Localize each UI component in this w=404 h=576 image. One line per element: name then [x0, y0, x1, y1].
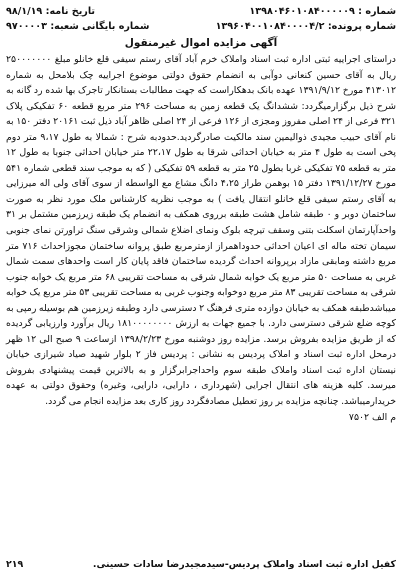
page-code: ۲۱۹	[6, 559, 24, 570]
letter-date: تاریخ نامه: ۹۸/۱/۱۹	[6, 6, 96, 17]
case-number: شماره : ۱۳۹۸۰۴۶۰۱۰۸۴۰۰۰۰۰۹	[249, 6, 396, 17]
header-row-1	[6, 4, 396, 19]
notice-number: م الف ۷۵۰۲	[348, 411, 396, 423]
archive-number: شماره بایگانی شعبه: ۹۷۰۰۰۰۳	[6, 21, 150, 32]
notice-body-paragraph: دراستای اجراییه ثبتی اداره ثبت اسناد واملاک خرم آباد آقای رستم سیفی قلع خانلو مبلغ ۲۵۰۰۰۰۰۰۰ ریال به آقای حسین کنعانی دوآبی به انضمام حقوق دولتی موضوع اجراییه چک بلامحل به شماره ۴۱۳۰۱۲ مورخ ۱۳۹۱/۹/۱۲ عهده بانک بدهکاراست که جهت مطالبات بستانکار تاجرک بها شده رد گانه به شرح ذیل برگزارمیگردد: ششدانگ یک قطعه زمین به مساحت ۲۹۶ متر مربع قطعه ۶۰ تفکیکی پلاک ۳۲۱ فرعی از ۲۴ اصلی مفروز ومجزی از ۱۲۶ فرعی از ۲۴ اصلی ظاهر آباد ذیل ثبت ۲۰۱۶۱ دفتر ۱۵۰ به نام آقای حبیب مجیدی ذوالیمین سند مالکیت صادرگردید.حدودبه شرح : شمالا به طول ۹،۱۷ متر دوم پخی است به طول ۴ متر به خیابان احداثی شرقا به طول ۲۲،۱۷ متر خیابان احداثی جنوبا به طول ۱۲ متر به قطعه ۷۵ تفکیکی غربا بطول ۲۵ متر به قطعه ۵۹ تفکیکی ( که به موجب سند قطعی شماره ۵۴۱ مورخ ۱۳۹۱/۱۲/۲۷ دفتر ۱۵ بوهمن طراز ۴،۲۵ دانگ مشاع مع الواسطه از سوی آقای ولی اله میرزایی به آقای رستم سیفی قلع خانلو انتقال یافت ) به موجب نظریه کارشناس ملک مورد نظر به صورت ساختمان دوبر و ۰ طبقه شامل هشت طبقه برروی همکف به انضمام یک طبقه زیرزمین مشتمل بر ۳۱ واحدآپارتمان اسکلت بتنی وسقف تیرچه بلوک ونمای اضلاع شمالی وشرقی سنگ تراورتن نمای جنوبی سیمان تخته ماله ای اعیان احداثی حدوداهمراز ازمترمربع طبق پروانه ساختمان مجوزاحداث ۷۱۶ متر مربع داشته ومابقی مازاد برپروانه احداث گردیده ساختمان فاقد پایان کار است واحدهای سمت شمال غربی به مساحت ۵۰ متر مربع یک خوابه شمال شرقی به مساحت تقریبی ۶۸ متر مربع یک خوابه جنوب شرقی به مساحت تقریبی ۸۳ متر مربع دوخوابه وجنوب غربی به مساحت تقریبی ۵۳ متر مربع یک خوابه میباشدطبقه همکف به خیابان دوازده متری فرهنگ ۲ دسترسی دارد وطبقه زیرزمین هم بوسیله رمپی به کوچه ضلع شرقی دسترسی دارد. با جمیع جهات به ارزش ۱۸۱۰۰۰۰۰۰۰۰ ریال برآورد وارزیابی گردیده که از طریق مزایده بفروش برسد. مزایده روز دوشنبه مورخ ۱۳۹۸/۲/۲۳ ازساعت ۹ صبح الی ۱۲ ظهر درمحل اداره ثبت اسناد و املاک پردیس به نشانی : پردیس فاز ۲ بلوار شهید صیاد شیرازی خیابان نیستان اداره ثبت اسناد واملاک طبقه سوم واحداجرابرگزار و به بالاترین قیمت پیشنهادی بفروش میرسد. کلیه هزینه های انتقال اجرایی (شهرداری ، دارایی، دارایی، وغیره) وحقوق دولتی به عهده خریدارمیباشد. چنانچه مزایده بر روز تعطیل مصادفگردد روز کاری بعد مزایده انجام می گردد.	[6, 54, 396, 408]
notice-title: آگهی مزایده اموال غیرمنقول	[124, 37, 278, 49]
file-number: شماره پرونده: ۱۳۹۶۰۴۰۰۱۰۸۴۰۰۰۰۴/۲	[215, 21, 396, 32]
notice-body	[6, 52, 396, 410]
footer	[6, 557, 396, 572]
header-row-2	[6, 19, 396, 34]
signature: کفیل اداره ثبت اسناد واملاک پردیس-سیدمجیدرضا سادات حسینی.	[92, 559, 396, 570]
